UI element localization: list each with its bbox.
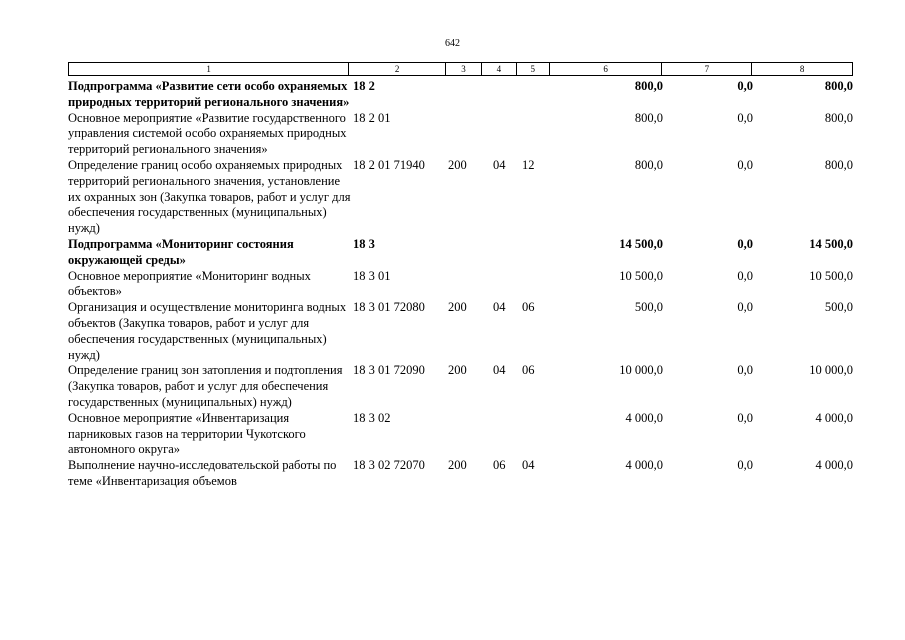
row-vr <box>448 237 484 269</box>
row-value-3: 10 000,0 <box>809 363 853 378</box>
row-value-2: 0,0 <box>737 300 753 315</box>
row-rz <box>484 269 519 301</box>
header-col-2: 2 <box>349 63 446 75</box>
page-number: 642 <box>445 38 460 49</box>
header-col-5: 5 <box>517 63 550 75</box>
row-value-3: 800,0 <box>824 110 853 125</box>
row-value-2: 0,0 <box>737 363 753 378</box>
row-value-3: 500,0 <box>824 300 853 315</box>
row-name: Подпрограмма «Мониторинг состояния окружающей среды» <box>68 236 294 267</box>
row-value-1: 14 500,0 <box>619 236 663 251</box>
row-value-1: 800,0 <box>634 79 663 93</box>
row-code: 18 3 02 <box>353 410 391 425</box>
row-value-1: 4 000,0 <box>625 410 663 425</box>
row-value-1: 800,0 <box>634 157 663 172</box>
row-value-2: 0,0 <box>737 79 753 93</box>
row-name: Выполнение научно-исследовательской работы по теме «Инвентаризация объемов <box>68 458 337 488</box>
row-vr <box>448 111 484 158</box>
row-pr <box>519 79 552 111</box>
row-rz: 04 <box>493 363 506 378</box>
row-name: Основное мероприятие «Инвентаризация парниковых газов на территории Чукотского автономного округа» <box>68 410 306 457</box>
row-value-3: 4 000,0 <box>815 410 853 425</box>
row-pr <box>519 269 552 301</box>
row-rz: 04 <box>493 300 506 315</box>
row-pr: 04 <box>522 458 535 473</box>
row-code: 18 3 01 <box>353 268 391 283</box>
row-value-3: 800,0 <box>824 79 853 93</box>
header-col-6: 6 <box>550 63 663 75</box>
row-value-1: 500,0 <box>634 300 663 315</box>
row-name: Организация и осуществление мониторинга водных объектов (Закупка товаров, работ и услуг для обеспечения государственных (муниципальных) нужд) <box>68 300 347 362</box>
table-row <box>68 237 853 269</box>
row-value-2: 0,0 <box>737 110 753 125</box>
table-row <box>68 79 853 111</box>
row-value-2: 0,0 <box>737 268 753 283</box>
row-name: Подпрограмма «Развитие сети особо охраняемых природных территорий регионального значения» <box>68 79 350 109</box>
row-vr <box>448 79 484 111</box>
table-row <box>68 111 853 158</box>
row-code: 18 3 01 72090 <box>353 363 425 378</box>
row-value-2: 0,0 <box>737 410 753 425</box>
row-name: Определение границ зон затопления и подтопления (Закупка товаров, работ и услуг для обеспечения государственных (муниципальных) нужд) <box>68 363 343 409</box>
row-value-3: 800,0 <box>824 157 853 172</box>
row-value-1: 800,0 <box>634 110 663 125</box>
header-col-8: 8 <box>799 64 805 74</box>
row-vr <box>448 411 484 458</box>
row-pr: 06 <box>522 300 535 315</box>
row-code: 18 2 <box>353 79 375 93</box>
row-code: 18 2 01 <box>353 110 391 125</box>
header-col-4: 4 <box>482 63 517 75</box>
table-row <box>68 411 853 458</box>
row-value-2: 0,0 <box>737 236 753 251</box>
table-body <box>68 79 853 490</box>
row-code: 18 3 01 72080 <box>353 300 425 315</box>
row-vr: 200 <box>448 363 467 378</box>
row-rz <box>484 111 519 158</box>
row-rz <box>484 411 519 458</box>
row-value-1: 4 000,0 <box>625 458 663 473</box>
row-pr: 06 <box>522 363 535 378</box>
row-vr: 200 <box>448 300 467 315</box>
row-vr: 200 <box>448 458 467 473</box>
row-code: 18 3 <box>353 236 375 251</box>
row-value-2: 0,0 <box>737 157 753 172</box>
table-row <box>68 363 853 410</box>
row-pr <box>519 411 552 458</box>
row-value-2: 0,0 <box>737 458 753 473</box>
row-name: Основное мероприятие «Мониторинг водных объектов» <box>68 268 311 299</box>
row-pr: 12 <box>522 157 535 172</box>
row-code: 18 2 01 71940 <box>353 157 425 172</box>
header-col-3: 3 <box>446 63 482 75</box>
row-value-3: 4 000,0 <box>815 458 853 473</box>
row-rz <box>484 237 519 269</box>
row-name: Основное мероприятие «Развитие государственного управления системой особо охраняемых природных территорий регионального значения» <box>68 110 347 157</box>
row-rz <box>484 79 519 111</box>
row-rz: 04 <box>493 157 506 172</box>
row-code: 18 3 02 72070 <box>353 458 425 473</box>
row-pr <box>519 111 552 158</box>
row-vr <box>448 269 484 301</box>
table-row <box>68 269 853 301</box>
row-vr: 200 <box>448 157 467 172</box>
row-value-3: 14 500,0 <box>809 236 853 251</box>
header-col-1: 1 <box>69 63 349 75</box>
header-col-7: 7 <box>662 63 752 75</box>
table-header <box>68 62 853 76</box>
row-value-1: 10 500,0 <box>619 268 663 283</box>
row-value-1: 10 000,0 <box>619 363 663 378</box>
table-row <box>68 458 853 490</box>
row-name: Определение границ особо охраняемых природных территорий регионального значения, установление их охранных зон (Закупка товаров, работ и услуг для обеспечения государственных (муниципальных) нужд) <box>68 157 351 236</box>
table-row <box>68 300 853 363</box>
row-value-3: 10 500,0 <box>809 268 853 283</box>
row-rz: 06 <box>493 458 506 473</box>
row-pr <box>519 237 552 269</box>
table-row <box>68 158 853 237</box>
